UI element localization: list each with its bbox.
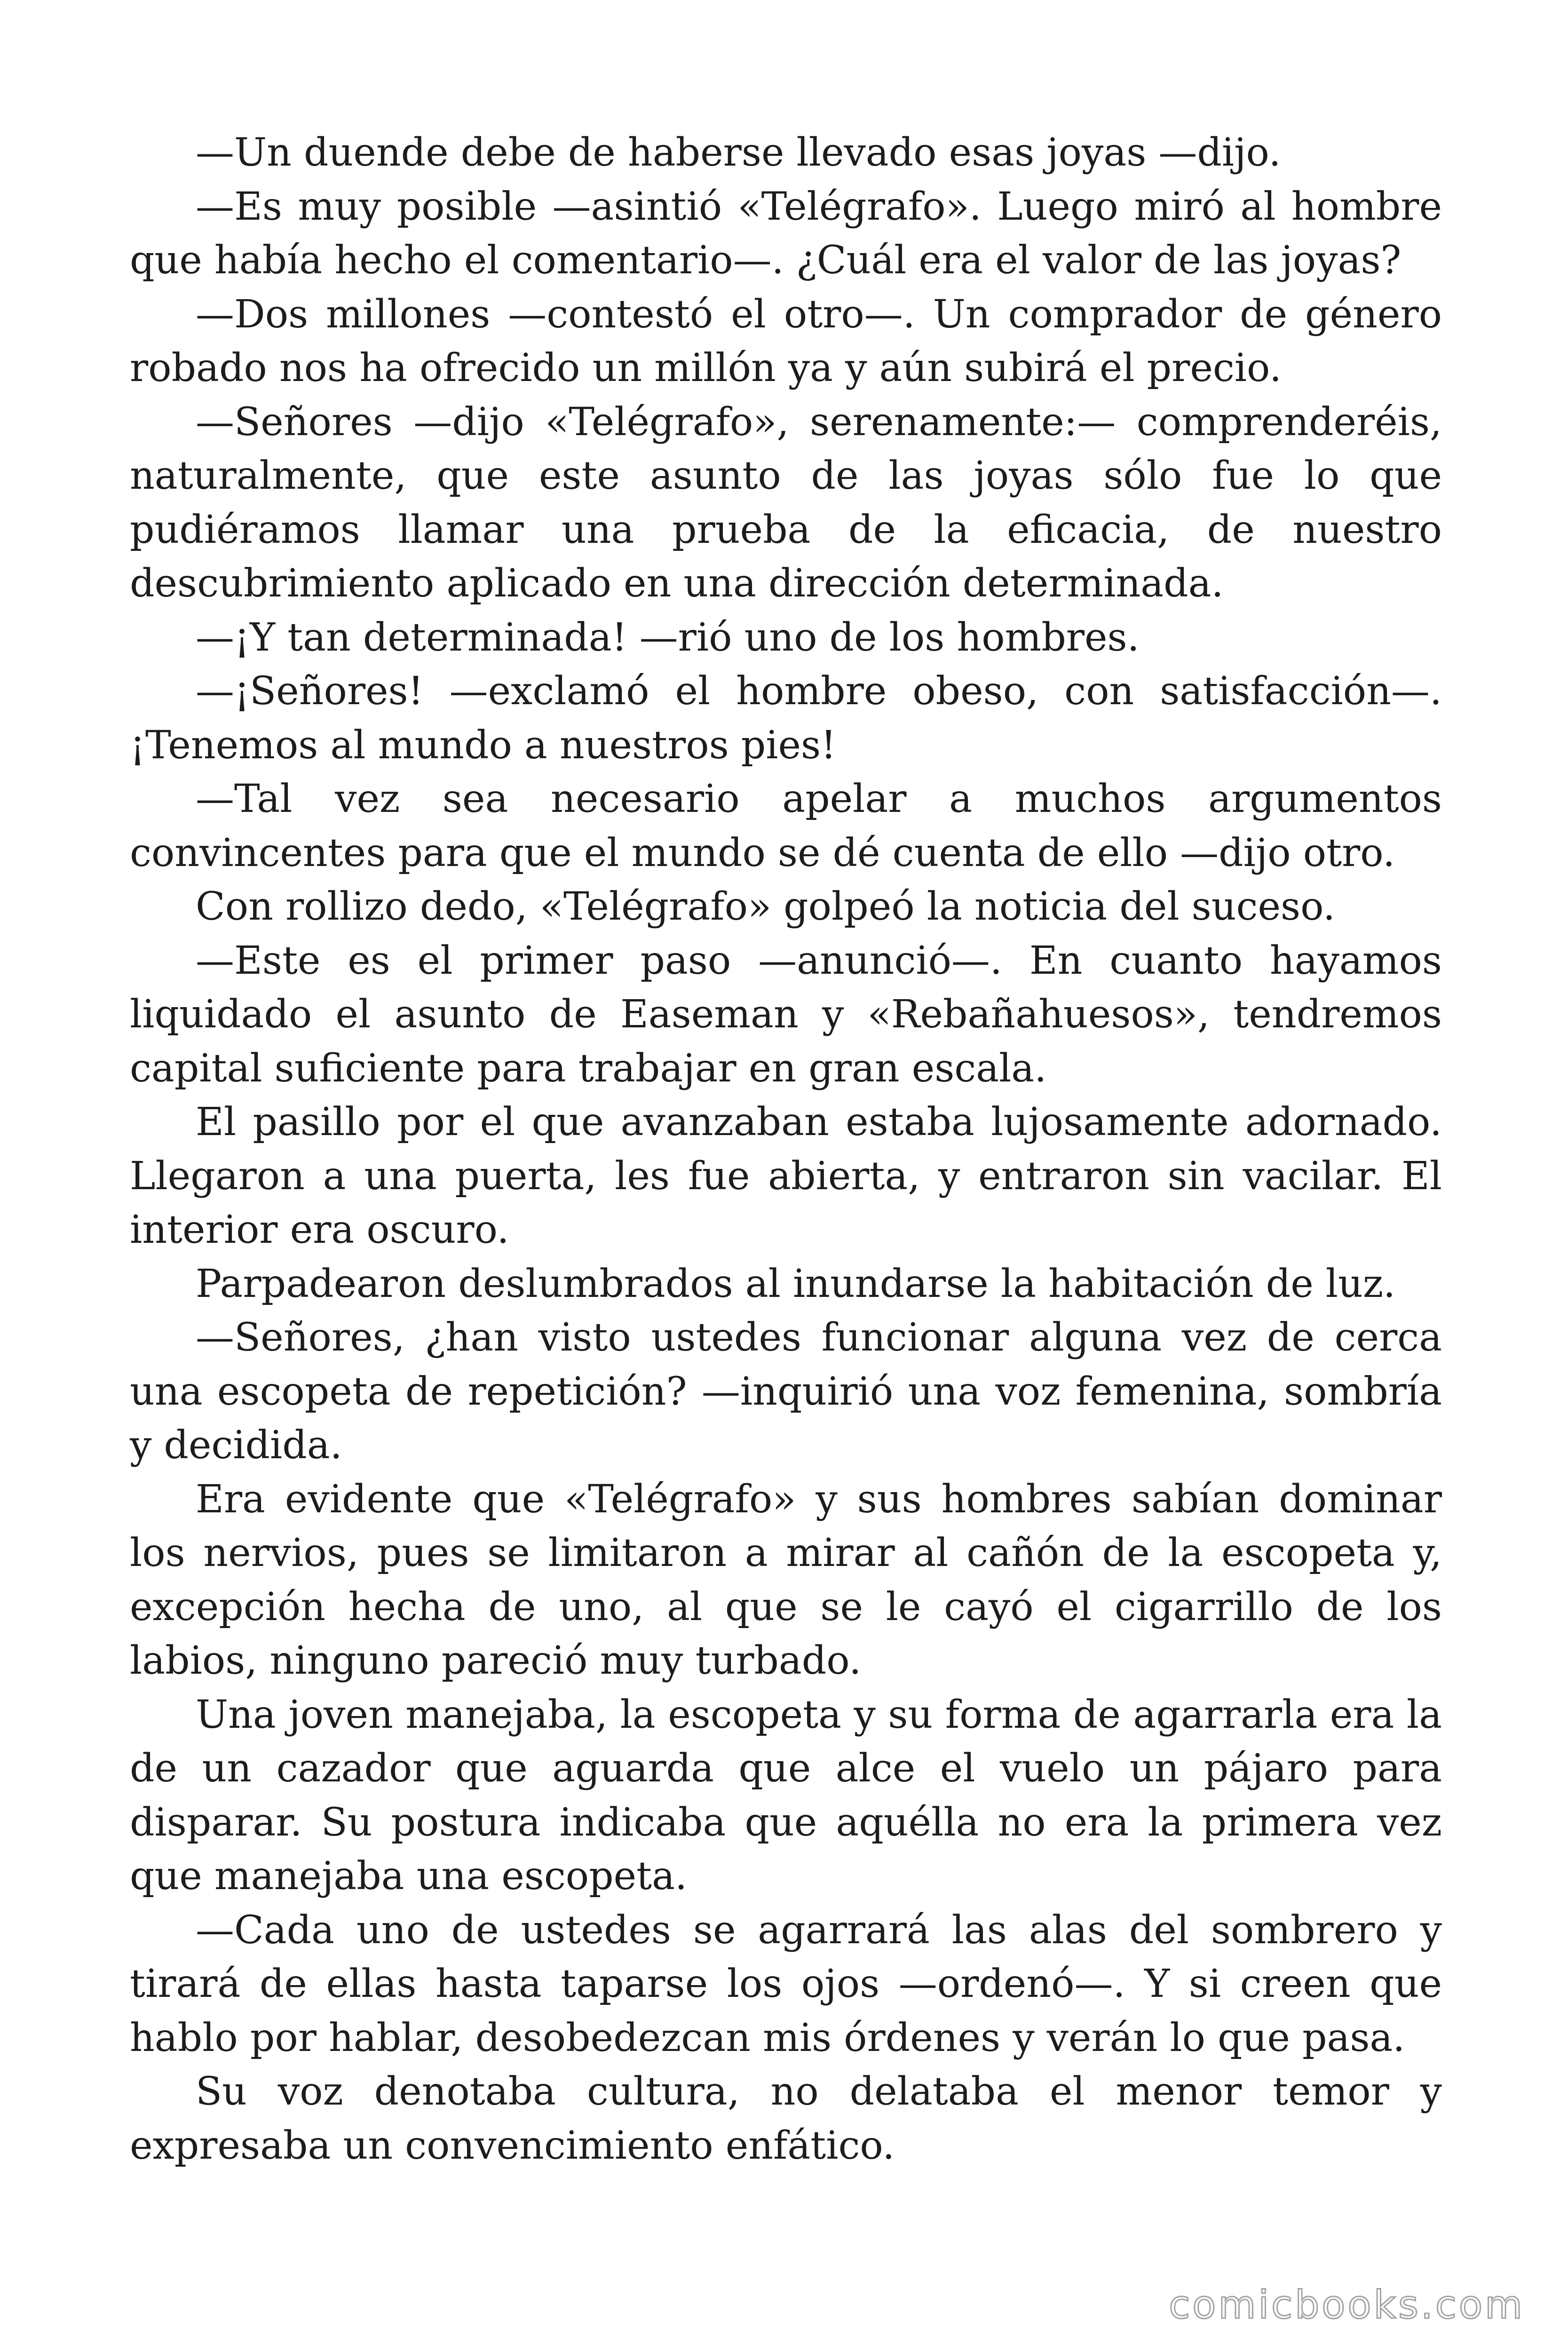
paragraph: —¡Y tan determinada! —rió uno de los hombres. xyxy=(196,615,1140,660)
paragraph: Su voz denotaba cultura, no delataba el menor temor y expresaba un convencimiento enfático. xyxy=(130,2069,1442,2168)
paragraph: El pasillo por el que avanzaban estaba lujosamente adornado. Llegaron a una puerta, les fue abierta, y entraron sin vacilar. El interior era oscuro. xyxy=(130,1100,1442,1252)
paragraph: —Es muy posible —asintió «Telégrafo». Luego miró al hombre que había hecho el comentario—. ¿Cuál era el valor de las joyas? xyxy=(130,184,1442,283)
paragraph: Una joven manejaba, la escopeta y su forma de agarrarla era la de un cazador que aguarda que alce el vuelo un pájaro para disparar. Su postura indicaba que aquélla no era la primera vez que manejaba una escopeta. xyxy=(130,1692,1442,1899)
watermark: comicbooks.com xyxy=(1169,2283,1525,2328)
paragraph: —Tal vez sea necesario apelar a muchos argumentos convincentes para que el mundo se dé cuenta de ello —dijo otro. xyxy=(130,777,1442,875)
paragraph: —Un duende debe de haberse llevado esas joyas —dijo. xyxy=(196,130,1281,175)
paragraph: —Señores —dijo «Telégrafo», serenamente:— comprenderéis, naturalmente, que este asunto de las joyas sólo fue lo que pudiéramos llamar una prueba de la eficacia, de nuestro descubrimiento aplicado en una dirección determinada. xyxy=(130,399,1442,606)
paragraph: —Este es el primer paso —anunció—. En cuanto hayamos liquidado el asunto de Easeman y «Rebañahuesos», tendremos capital suficiente para trabajar en gran escala. xyxy=(130,938,1442,1091)
paragraph: Parpadearon deslumbrados al inundarse la habitación de luz. xyxy=(196,1261,1396,1306)
book-page-text xyxy=(130,126,1442,2173)
paragraph: —¡Señores! —exclamó el hombre obeso, con satisfacción—. ¡Tenemos al mundo a nuestros pies! xyxy=(130,669,1442,768)
paragraph: —Señores, ¿han visto ustedes funcionar alguna vez de cerca una escopeta de repetición? —inquirió una voz femenina, sombría y decidida. xyxy=(130,1315,1442,1468)
paragraph: Con rollizo dedo, «Telégrafo» golpeó la noticia del suceso. xyxy=(196,884,1336,929)
paragraph: —Dos millones —contestó el otro—. Un comprador de género robado nos ha ofrecido un millón ya y aún subirá el precio. xyxy=(130,292,1442,390)
paragraph: —Cada uno de ustedes se agarrará las alas del sombrero y tirará de ellas hasta taparse los ojos —ordenó—. Y si creen que hablo por hablar, desobedezcan mis órdenes y verán lo que pasa. xyxy=(130,1907,1442,2060)
paragraph: Era evidente que «Telégrafo» y sus hombres sabían dominar los nervios, pues se limitaron a mirar al cañón de la escopeta y, excepción hecha de uno, al que se le cayó el cigarrillo de los labios, ninguno pareció muy turbado. xyxy=(130,1477,1442,1683)
